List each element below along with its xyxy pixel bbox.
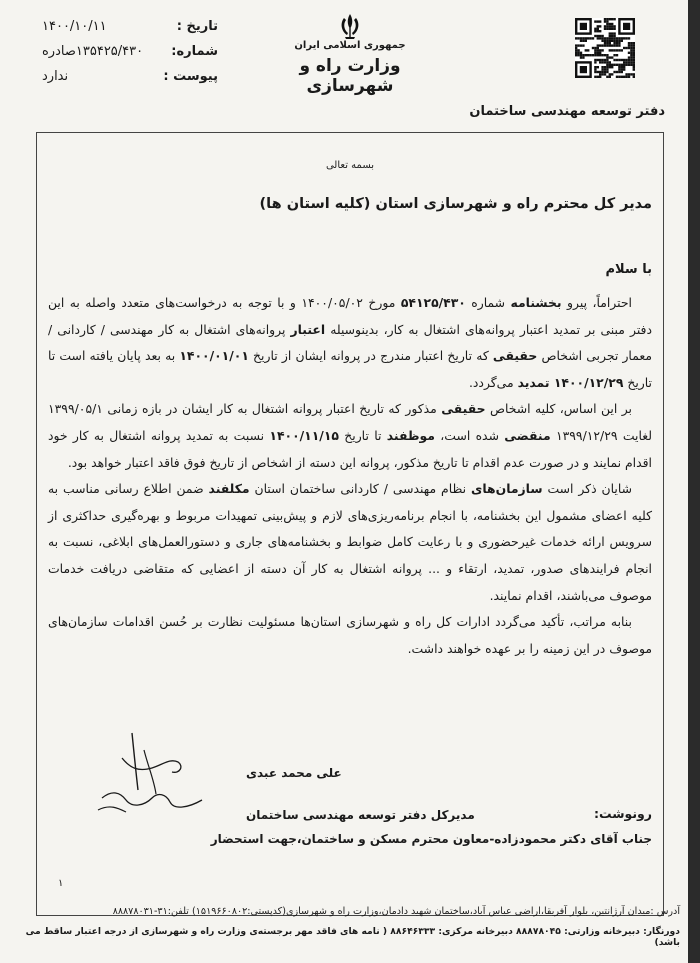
paragraph-text: بنابه مراتب، تأکید می‌گردد ادارات کل راه و شهرسازی استان‌ها مسئولیت نظارت بر حُسن اقدامات سازمان‌های موصوف در این زمینه را بر عهده خواهند داشت. <box>48 614 652 656</box>
attachment-row <box>38 64 218 89</box>
paragraph-4 <box>48 609 652 662</box>
emphasized-text: بخشنامه <box>510 295 562 310</box>
emphasized-text: ۱۴۰۰/۱۱/۱۵ <box>269 427 339 443</box>
letter-meta <box>38 14 218 89</box>
date-row <box>38 14 218 39</box>
greeting: با سلام <box>605 262 652 277</box>
paragraph-text: شایان ذکر است <box>542 481 633 497</box>
cc-recipient: جناب آقای دکتر محمودزاده-معاون محترم مسکن و ساختمان،جهت استحضار <box>210 832 652 846</box>
emphasized-text: ۱۴۰۰/۰۱/۰۱ <box>179 348 249 364</box>
paragraph-text: نظام مهندسی / کاردانی ساختمان استان <box>249 481 472 497</box>
paragraph-text: تا تاریخ <box>338 427 387 443</box>
paragraph-text: شماره <box>465 295 511 310</box>
paragraph-text: مذکور که تاریخ اعتبار پروانه اشتغال به کار ایشان در بازه زمانی ۱۳۹۹/۰۵/۱ لغایت ۱۳۹۹/۱۲/۲۹ <box>48 401 652 443</box>
footer-notes: دورنگار: دبیرخانه وزارتی: ۸۸۸۷۸۰۴۵ دبیرخانه مرکزی: ۸۸۶۴۶۳۳۳ ( نامه های فاقد مهر برجسته‌ی وزارت راه و شهرسازی از درجه اعتبار ساقط می باشد) <box>25 926 680 948</box>
page-number: ۱ <box>58 878 64 889</box>
emphasized-text: منقضی <box>504 427 551 443</box>
emphasized-text: ۱۴۰۰/۱۲/۲۹ تمدید <box>517 374 624 390</box>
attachment-label: پیوست : <box>163 69 218 84</box>
handwritten-signature <box>92 728 242 818</box>
addressee: مدیر کل محترم راه و شهرسازی استان (کلیه استان ها) <box>259 196 652 212</box>
country-name: جمهوری اسلامی ایران <box>294 40 406 51</box>
emphasized-text: موظفند <box>386 427 435 443</box>
date-label: تاریخ : <box>176 19 218 34</box>
emphasized-text: سازمان‌های <box>471 481 543 497</box>
footer-address: آدرس :میدان آرژانتین، بلوار آفریقا،اراضی عباس آباد،ساختمان شهید دادمان،وزارت راه و شهرسازی(کدپستی:۱۵۱۹۶۶۰۸۰۲) تلفن:۳۱-۸۸۸۷۸۰۳۱ <box>112 906 680 917</box>
scan-edge <box>688 0 700 963</box>
paragraph-text: که تاریخ اعتبار مندرج در پروانه ایشان از تاریخ <box>248 348 493 364</box>
paragraph-text: مورخ ۱۴۰۰/۰۵/۰۲ و با توجه به درخواست‌های متعدد واصله به این دفتر مبنی بر تمدید اعتبار پروانه‌های اشتغال به کار، بدینوسیله <box>48 295 653 337</box>
paragraph-text: احتراماً، پیرو <box>561 295 632 310</box>
paragraph-text: بر این اساس، کلیه اشخاص <box>485 401 632 417</box>
paragraph-2 <box>48 396 652 476</box>
paragraph-text: شده است، <box>434 427 505 443</box>
paragraph-text: به بعد پایان یافته است تا تاریخ <box>48 348 652 390</box>
paragraph-text: می‌گردد. <box>468 374 518 390</box>
ministry-name: وزارت راه و شهرسازی <box>299 56 401 96</box>
number-row <box>38 39 218 64</box>
paragraph-3 <box>48 476 652 609</box>
emphasized-text: اعتبار <box>290 321 326 337</box>
emphasized-text: مکلفند <box>208 481 250 497</box>
cc-label: رونوشت: <box>593 806 652 821</box>
number-label: شماره: <box>171 44 218 59</box>
attachment-value: ندارد <box>42 69 69 84</box>
iran-emblem-icon <box>337 12 363 40</box>
paragraph-text: پروانه‌های اشتغال به کار مهندسی / کاردانی / معمار تجربی اشخاص <box>48 321 652 364</box>
signer-title: مدیرکل دفتر توسعه مهندسی ساختمان <box>246 808 475 822</box>
date-value: ۱۴۰۰/۱۰/۱۱ <box>42 19 107 34</box>
emphasized-text: حقیقی <box>441 401 486 417</box>
letter-body <box>48 290 652 662</box>
emphasized-text: حقیقی <box>492 348 538 364</box>
qr-code-icon <box>575 18 635 78</box>
signer-name: علی محمد عبدی <box>246 766 342 780</box>
paragraph-1 <box>48 290 652 396</box>
paragraph-text: ضمن اطلاع رسانی مناسب به کلیه اعضای مشمول این بخشنامه، با انجام برنامه‌ریزی‌های لازم و پیش‌بینی تمهیدات مربوط و بهره‌گیری حداکثری از سرویس ارائه خدمات غیرحضوری و با رعایت کامل ضوابط و بخشنامه‌های جاری و دستورالعمل‌های ابلاغی، نسبت به انجام فرایندهای صدور، تمدید، ارتقاء و ... پروانه اشتغال به کار آن دسته از اعضایی که متقاضی دریافت خدمات موصوف می‌باشند، اقدام نمایند. <box>48 481 652 603</box>
number-value: ۱۳۵۴۲۵/۴۳۰صادره <box>42 44 144 59</box>
bismillah: بسمه تعالی <box>325 160 375 171</box>
paragraph-text: نسبت به تمدید پروانه اشتغال به کار خود اقدام نمایند و در صورت عدم اقدام تا تاریخ مذکور، پروانه این دسته از اشخاص از تاریخ فوق فاقد اعتبار خواهد بود. <box>48 427 652 470</box>
office-name: دفتر توسعه مهندسی ساختمان <box>469 104 665 119</box>
emphasized-text: ۵۴۱۲۵/۴۳۰ <box>400 295 466 310</box>
